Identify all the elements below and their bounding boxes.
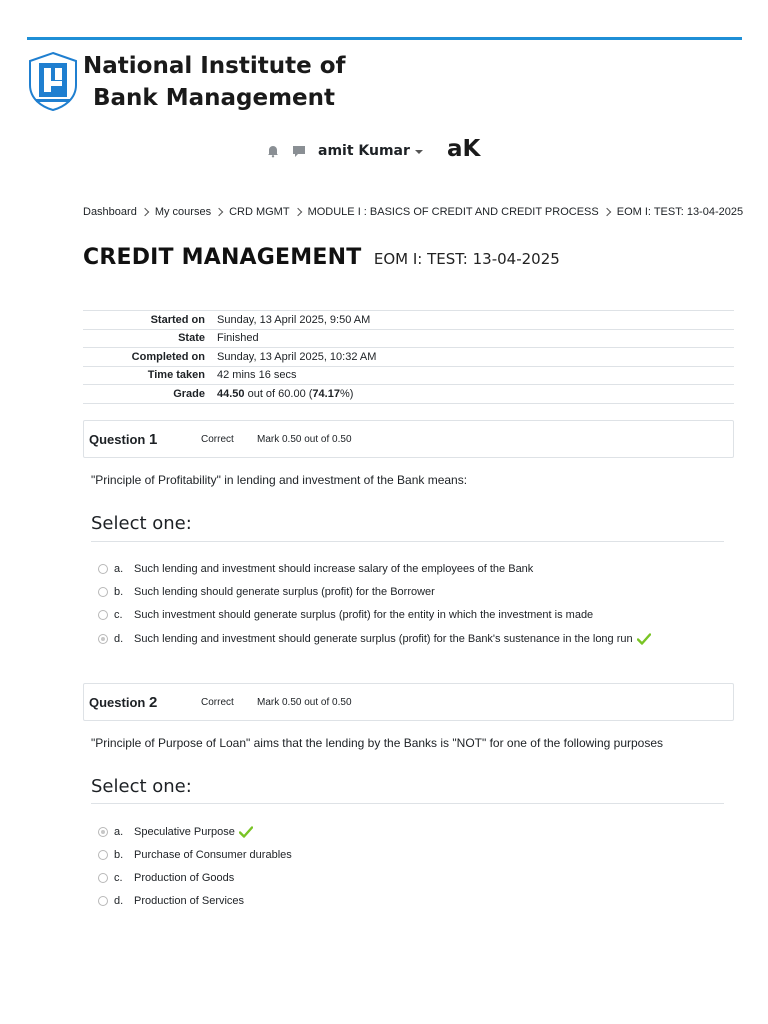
option-text: Such investment should generate surplus (profit) for the entity in which the investment is made	[134, 609, 594, 621]
chevron-right-icon	[293, 208, 301, 216]
radio-button[interactable]	[98, 610, 108, 620]
question-info-1	[83, 420, 734, 458]
select-one-prompt: Select one:	[91, 513, 192, 534]
time-taken-value: 42 mins 16 secs	[217, 366, 734, 385]
table-row	[83, 311, 734, 330]
state-label: State	[83, 329, 217, 348]
option-letter: b.	[114, 586, 124, 598]
table-row	[83, 329, 734, 348]
institute-name	[83, 50, 346, 114]
table-row	[83, 348, 734, 367]
institute-name-line2: Bank Management	[93, 85, 336, 111]
nibm-logo-icon[interactable]	[26, 51, 80, 111]
option-text: Such lending and investment should generate surplus (profit) for the Bank's sustenance in the long run	[134, 633, 633, 645]
bell-icon[interactable]	[266, 144, 280, 158]
grade-out-of: out of 60.00 (	[244, 387, 313, 400]
time-taken-label: Time taken	[83, 366, 217, 385]
question-label: Question	[89, 694, 146, 710]
table-row	[83, 366, 734, 385]
avatar[interactable]: aK	[447, 136, 481, 162]
completed-label: Completed on	[83, 348, 217, 367]
quiz-title: EOM I: TEST: 13-04-2025	[373, 250, 560, 268]
question-label: Question	[89, 431, 146, 447]
breadcrumb	[83, 206, 743, 218]
breadcrumb-module[interactable]: MODULE I : BASICS OF CREDIT AND CREDIT PROCESS	[307, 206, 599, 218]
chevron-right-icon	[602, 208, 610, 216]
question-mark: Mark 0.50 out of 0.50	[257, 433, 352, 445]
course-title: CREDIT MANAGEMENT	[83, 245, 362, 270]
option-letter: d.	[114, 633, 124, 645]
option-text: Purchase of Consumer durables	[134, 849, 292, 861]
grade-value	[217, 385, 734, 404]
option-letter: a.	[114, 826, 124, 838]
answer-option[interactable]	[98, 584, 435, 600]
state-value: Finished	[217, 329, 734, 348]
question-info-2	[83, 683, 734, 721]
breadcrumb-course[interactable]: CRD MGMT	[229, 206, 290, 218]
question-num: 1	[148, 430, 158, 448]
divider	[91, 541, 724, 542]
option-text: Speculative Purpose	[134, 826, 235, 838]
radio-button-selected[interactable]	[98, 827, 108, 837]
breadcrumb-my-courses[interactable]: My courses	[154, 206, 212, 218]
select-one-prompt: Select one:	[91, 776, 192, 797]
grade-end: %)	[339, 387, 354, 400]
question-number	[89, 431, 201, 448]
chat-icon[interactable]	[292, 144, 306, 158]
radio-button[interactable]	[98, 873, 108, 883]
question-num: 2	[148, 693, 158, 711]
check-icon	[637, 633, 651, 645]
answer-option[interactable]	[98, 607, 593, 623]
option-letter: c.	[114, 609, 123, 621]
chevron-down-icon[interactable]	[415, 150, 423, 154]
question-mark: Mark 0.50 out of 0.50	[257, 696, 352, 708]
radio-button[interactable]	[98, 587, 108, 597]
option-text: Such lending and investment should increase salary of the employees of the Bank	[134, 563, 534, 575]
user-menu	[266, 139, 423, 163]
grade-percent: 74.17	[312, 387, 340, 400]
check-icon	[239, 826, 253, 838]
radio-button-selected[interactable]	[98, 634, 108, 644]
institute-name-line1: National Institute of	[83, 53, 346, 79]
option-letter: b.	[114, 849, 124, 861]
option-text: Such lending should generate surplus (profit) for the Borrower	[134, 586, 435, 598]
chevron-right-icon	[141, 208, 149, 216]
chevron-right-icon	[215, 208, 223, 216]
radio-button[interactable]	[98, 564, 108, 574]
started-label: Started on	[83, 311, 217, 330]
radio-button[interactable]	[98, 896, 108, 906]
answer-option[interactable]	[98, 893, 244, 909]
attempt-summary-table	[83, 310, 734, 404]
grade-label: Grade	[83, 385, 217, 404]
question-state: Correct	[201, 696, 234, 708]
question-text: "Principle of Purpose of Loan" aims that the lending by the Banks is "NOT" for one of the following purposes	[91, 736, 664, 750]
option-letter: d.	[114, 895, 124, 907]
user-name[interactable]: amit Kumar	[318, 143, 410, 159]
answer-option[interactable]	[98, 870, 234, 886]
option-text: Production of Goods	[134, 872, 235, 884]
answer-option-selected[interactable]	[98, 824, 253, 840]
completed-value: Sunday, 13 April 2025, 10:32 AM	[217, 348, 734, 367]
option-text: Production of Services	[134, 895, 245, 907]
divider	[91, 803, 724, 804]
breadcrumb-dashboard[interactable]: Dashboard	[83, 206, 137, 218]
radio-button[interactable]	[98, 850, 108, 860]
started-value: Sunday, 13 April 2025, 9:50 AM	[217, 311, 734, 330]
grade-score: 44.50	[217, 387, 245, 400]
answer-option[interactable]	[98, 561, 533, 577]
page-title	[83, 245, 560, 270]
question-state: Correct	[201, 433, 234, 445]
question-number	[89, 694, 201, 711]
option-letter: c.	[114, 872, 123, 884]
table-row	[83, 385, 734, 404]
answer-option[interactable]	[98, 847, 292, 863]
answer-option-selected[interactable]	[98, 631, 651, 647]
breadcrumb-quiz[interactable]: EOM I: TEST: 13-04-2025	[616, 206, 744, 218]
option-letter: a.	[114, 563, 124, 575]
header-accent-line	[27, 37, 742, 40]
question-text: "Principle of Profitability" in lending and investment of the Bank means:	[91, 473, 468, 487]
